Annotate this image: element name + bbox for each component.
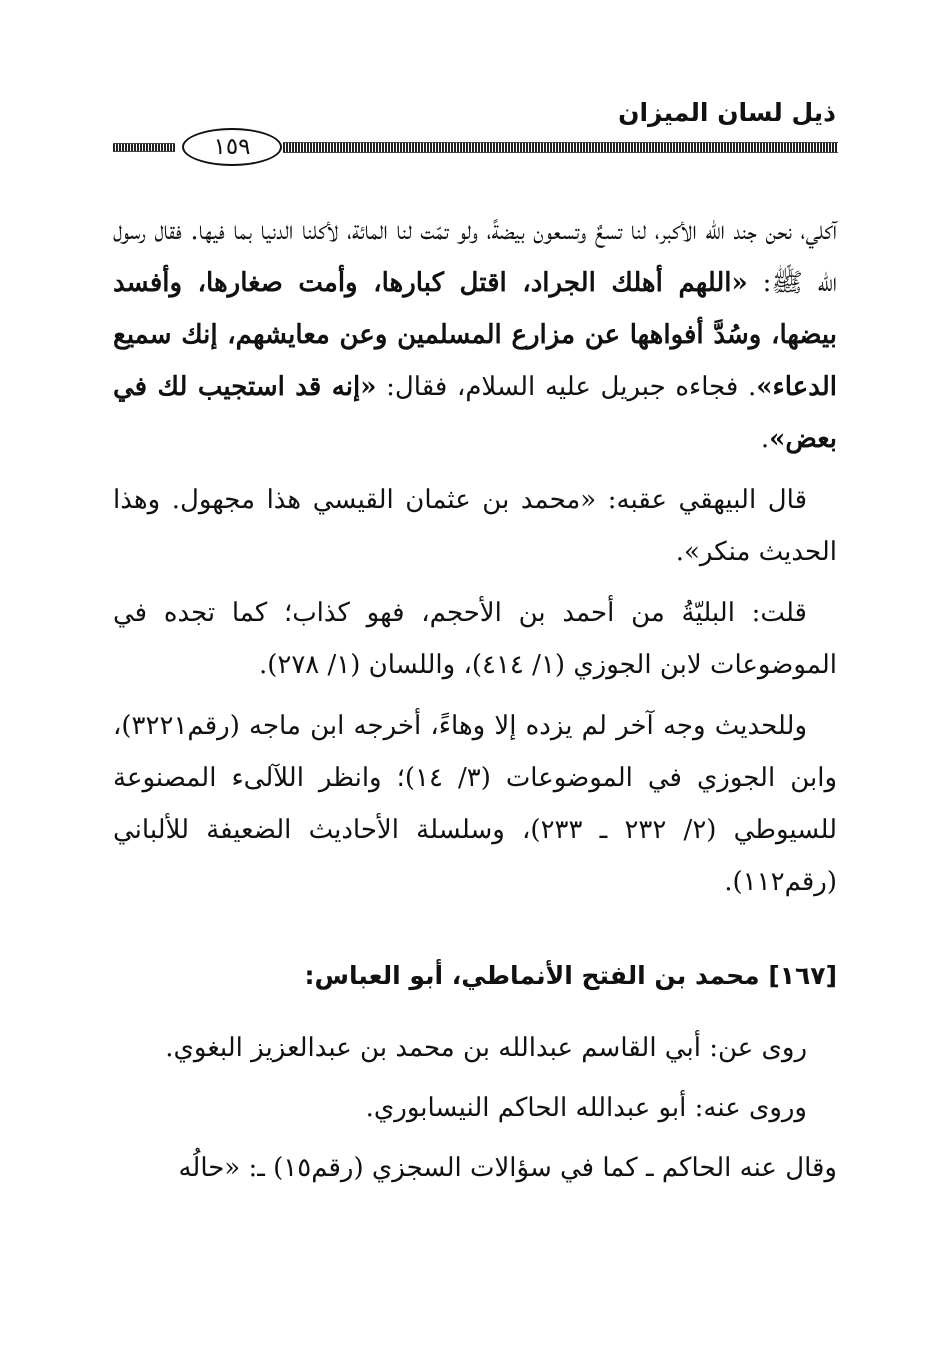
running-title: ذيل لسان الميزان [618, 98, 836, 127]
paragraph-4: وللحديث وجه آخر لم يزده إلا وهاءً، أخرجه ابن ماجه (رقم٣٢٢١)، وابن الجوزي في الموضوعات (٣/ ١٤)؛ وانظر اللآلىء المصنوعة للسيوطي (٢/ ٢٣٢ ـ ٢٣٣)، وسلسلة الأحاديث الضعيفة للألباني (رقم١١٢). [113, 711, 838, 897]
paragraph-3: قلت: البليّةُ من أحمد بن الأحجم، فهو كذاب؛ كما تجده في الموضوعات لابن الجوزي (١/ ٤١٤)، واللسان (١/ ٢٧٨). [113, 598, 837, 680]
prophetic-supplication: «اللهم أهلك الجراد، اقتل كبارها، وأمت صغارها، وأفسد بيضها، وسُدَّ أفواهها عن مزارع المسلمين وعن معايشهم، إنك سميع الدعاء» [113, 268, 837, 402]
main-text [113, 205, 837, 908]
paragraph-1-text-c: . [760, 424, 770, 454]
page-number: ١٥٩ [182, 128, 282, 166]
paragraph-1-text-a: آكلي، نحن جند الله الأكبر، لنا تسعٌ وتسعون بيضةً، ولو تمّت لنا المائة، لأكلنا الدنيا بما فيها. فقال رسول الله ﷺ: [113, 216, 837, 298]
entry-heading: [١٦٧] محمد بن الفتح الأنماطي، أبو العباس: [304, 961, 837, 990]
paragraph-2: قال البيهقي عقبه: «محمد بن عثمان القيسي هذا مجهول. وهذا الحديث منكر». [113, 485, 837, 567]
gabriel-reply: «إنه قد استجيب لك في بعض» [113, 372, 837, 454]
entry-line: وروى عنه: أبو عبدالله الحاكم النيسابوري. [365, 1093, 807, 1123]
header-rule-right [283, 142, 838, 153]
paragraph-1 [113, 205, 837, 465]
entry-line: وقال عنه الحاكم ـ كما في سؤالات السجزي (رقم١٥) ـ: «حالُه [178, 1153, 837, 1183]
entry-line: روى عن: أبي القاسم عبدالله بن محمد بن عبدالعزيز البغوي. [165, 1033, 807, 1063]
header-rule-left [113, 143, 175, 152]
biography-entry [113, 946, 837, 1198]
paragraph-1-text-b: . فجاءه جبريل عليه السلام، فقال: [376, 372, 757, 402]
